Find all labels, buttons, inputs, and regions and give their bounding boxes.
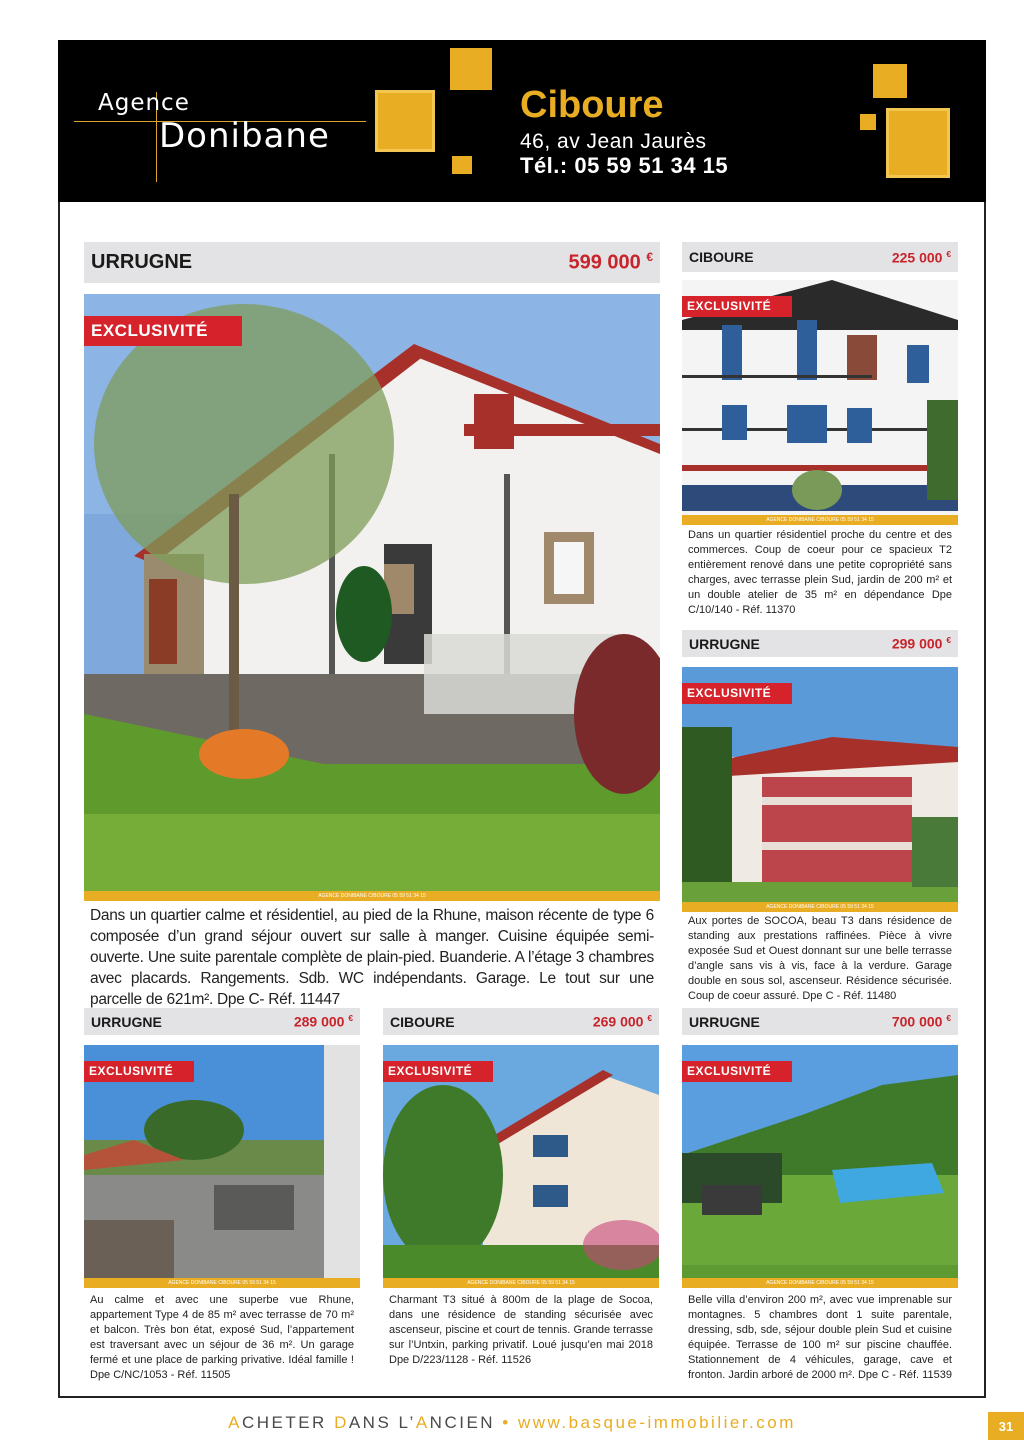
exclusive-badge: EXCLUSIVITÉ <box>682 683 792 704</box>
listing-price: 269 000 € <box>592 1013 652 1030</box>
listing-photo[interactable] <box>84 294 660 901</box>
listing-photo[interactable] <box>84 1045 360 1288</box>
listing-r2[interactable] <box>682 630 958 1010</box>
exclusive-badge: EXCLUSIVITÉ <box>383 1061 493 1082</box>
listing-main[interactable] <box>84 242 660 1008</box>
listing-photo[interactable] <box>682 667 958 912</box>
listing-location: URRUGNE <box>91 251 193 273</box>
agency-address: 46, av Jean Jaurès <box>520 130 707 153</box>
photo-credit: AGENCE DONIBANE CIBOURE 05 59 51 34 15 <box>682 515 958 525</box>
logo-square <box>452 156 472 174</box>
listing-r1[interactable] <box>682 242 958 620</box>
listing-photo[interactable] <box>383 1045 659 1288</box>
listing-price: 700 000 € <box>891 1013 951 1030</box>
listing-b2[interactable] <box>383 1008 659 1388</box>
agency-city: Ciboure <box>520 84 664 126</box>
listing-price: 599 000 € <box>568 250 653 274</box>
logo-square <box>450 48 492 90</box>
listing-photo[interactable] <box>682 1045 958 1288</box>
photo-credit: AGENCE DONIBANE CIBOURE 05 59 51 34 15 <box>383 1278 659 1288</box>
exclusive-badge: EXCLUSIVITÉ <box>84 1061 194 1082</box>
house-photo <box>84 294 660 901</box>
listing-title-bar <box>84 1008 360 1035</box>
listing-location: URRUGNE <box>689 1013 760 1030</box>
photo-credit: AGENCE DONIBANE CIBOURE 05 59 51 34 15 <box>682 902 958 912</box>
listing-location: CIBOURE <box>689 249 754 265</box>
logo-donibane-text: Donibane <box>159 116 330 156</box>
listing-title-bar <box>84 242 660 283</box>
listing-description: Dans un quartier résidentiel proche du centre et des commerces. Coup de coeur pour ce spacieux T2 entièrement renové dans une petite copropriété sans charges, avec terrasse plein Sud, jardin de 200 m² et un double atelier de 35 m² en dépendance Dpe C/10/140 - Réf. 11370 <box>688 529 952 616</box>
decor-square <box>873 64 907 98</box>
exclusive-badge: EXCLUSIVITÉ <box>682 1061 792 1082</box>
page-footer: ACHETER DANS L’ANCIEN • www.basque-immobilier.com <box>228 1413 796 1432</box>
photo-credit: AGENCE DONIBANE CIBOURE 05 59 51 34 15 <box>84 891 660 901</box>
exclusive-badge: EXCLUSIVITÉ <box>84 316 242 346</box>
listing-location: URRUGNE <box>91 1013 162 1030</box>
photo-credit: AGENCE DONIBANE CIBOURE 05 59 51 34 15 <box>682 1278 958 1288</box>
listing-description: Belle villa d’environ 200 m², avec vue imprenable sur montagnes. 5 chambres dont 1 suite parentale, dressing, sdb, sde, séjour double plein Sud et cuisine équipée. Terrasse de 100 m² sur piscine chauffée. Stationnement de 4 véhicules, garage, cave et fronton. Jardin arboré de 2000 m². Dpe C - Réf. 11539 <box>688 1294 952 1381</box>
page-number: 31 <box>988 1412 1024 1440</box>
agency-header <box>58 40 986 202</box>
listing-price: 289 000 € <box>293 1013 353 1030</box>
decor-square <box>886 108 950 178</box>
listing-location: CIBOURE <box>390 1013 455 1030</box>
listing-photo[interactable] <box>682 280 958 525</box>
listing-b1[interactable] <box>84 1008 360 1388</box>
exclusive-badge: EXCLUSIVITÉ <box>682 296 792 317</box>
listing-b3[interactable] <box>682 1008 958 1388</box>
listing-description: Dans un quartier calme et résidentiel, au pied de la Rhune, maison récente de type 6 composée d’un grand séjour ouvert sur salle à manger. Cuisine équipée semi-ouverte. Une suite parentale complète de plain-pied. Buanderie. A l’étage 3 chambres avec placards. Rangements. Sdb. WC indépendants. Garage. Le tout sur une parcelle de 621m². Dpe C- Réf. 11447 <box>90 907 654 1008</box>
listing-description: Charmant T3 situé à 800m de la plage de Socoa, dans une résidence de standing sécurisée avec ascenseur, piscine et court de tennis. Grande terrasse sur l’Untxin, parking privatif. Loué jusqu’en mai 2018 Dpe D/223/1128 - Réf. 11526 <box>389 1294 653 1366</box>
listing-location: URRUGNE <box>689 635 760 652</box>
listing-price: 225 000 € <box>891 248 951 266</box>
decor-square <box>860 114 876 130</box>
listing-title-bar <box>682 630 958 657</box>
logo-agence-text: Agence <box>98 90 190 116</box>
listing-title-bar <box>682 1008 958 1035</box>
listing-title-bar <box>682 242 958 272</box>
footer-url[interactable]: www.basque-immobilier.com <box>517 1413 796 1432</box>
agency-phone: Tél.: 05 59 51 34 15 <box>520 153 729 178</box>
listing-title-bar <box>383 1008 659 1035</box>
listing-description: Aux portes de SOCOA, beau T3 dans résidence de standing aux prestations raffinées. Pièce à vivre exposée Sud et Ouest donnant sur une belle terrasse d’angle sans vis à vis, face à la verdure. Garage double en sous sol, ascenseur. Résidence sécurisée. Coup de coeur assuré. Dpe C - Réf. 11480 <box>688 915 952 1002</box>
listing-description: Au calme et avec une superbe vue Rhune, appartement Type 4 de 85 m² avec terrasse de 70 m² et balcon. Très bon état, exposé Sud, l’appartement est traversant avec un séjour de 36 m². Un garage fermé et une place de parking privative. Idéal famille ! Dpe C/NC/1053 - Réf. 11505 <box>90 1294 354 1381</box>
logo-square <box>375 90 435 152</box>
listing-price: 299 000 € <box>891 635 951 652</box>
photo-credit: AGENCE DONIBANE CIBOURE 05 59 51 34 15 <box>84 1278 360 1288</box>
